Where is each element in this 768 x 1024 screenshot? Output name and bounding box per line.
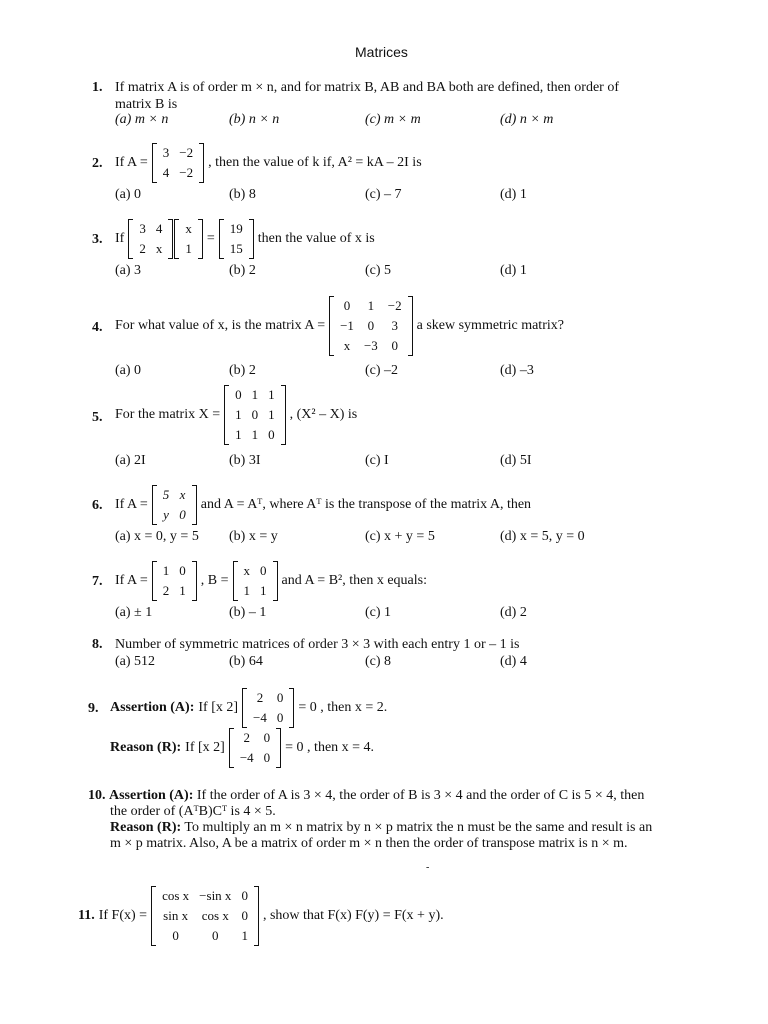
q4-suffix: a skew symmetric matrix? bbox=[416, 318, 564, 333]
q3-equals: = bbox=[206, 231, 215, 246]
q9-reason-suffix: = 0 , then x = 4. bbox=[285, 740, 375, 755]
q10-assertion-label: Assertion (A): bbox=[109, 788, 194, 803]
q10-reason-label: Reason (R): bbox=[110, 820, 182, 835]
q7-option-b: (b) – 1 bbox=[229, 605, 267, 620]
q3-option-b: (b) 2 bbox=[229, 263, 256, 278]
q9-reason-matrix: 2 0 −4 0 bbox=[229, 728, 281, 768]
q11-number: 11. bbox=[78, 908, 95, 923]
q10-reason-text: To multiply an m × n matrix by n × p matrix the n must be the same and result is an bbox=[184, 820, 653, 835]
q8-option-b: (b) 64 bbox=[229, 654, 263, 669]
q10-assertion-text: If the order of A is 3 × 4, the order of B is 3 × 4 and the order of C is 5 × 4, then bbox=[196, 788, 645, 803]
page-title: Matrices bbox=[355, 44, 408, 60]
q5-prefix: For the matrix X = bbox=[115, 407, 221, 422]
q6-matrix: 5 x y 0 bbox=[152, 485, 197, 525]
q3-suffix: then the value of x is bbox=[257, 231, 375, 246]
q11-prefix: If F(x) = bbox=[98, 908, 148, 923]
q6-number: 6. bbox=[92, 498, 103, 513]
q3-statement bbox=[115, 219, 379, 259]
q5-option-c: (c) I bbox=[365, 453, 389, 468]
q11-matrix: cos x −sin x 0 sin x cos x 0 0 0 1 bbox=[151, 886, 259, 946]
q6-prefix: If A = bbox=[115, 497, 148, 512]
q8-option-a: (a) 512 bbox=[115, 654, 156, 669]
q5-option-a: (a) 2I bbox=[115, 453, 146, 468]
q5-statement bbox=[115, 385, 361, 445]
q4-option-b: (b) 2 bbox=[229, 363, 256, 378]
q3-option-a: (a) 3 bbox=[115, 263, 142, 278]
q3-matrix-3: 19 15 bbox=[219, 219, 254, 259]
q2-number: 2. bbox=[92, 156, 103, 171]
q9-reason-prefix: If [x 2] bbox=[185, 740, 225, 755]
q5-option-b: (b) 3I bbox=[229, 453, 261, 468]
q7-matrix-a: 1 0 2 1 bbox=[152, 561, 197, 601]
q8-number: 8. bbox=[92, 637, 103, 652]
q1-option-c: (c) m × m bbox=[365, 112, 421, 127]
q2-option-a: (a) 0 bbox=[115, 187, 142, 202]
q10-line2: the order of (AᵀB)Cᵀ is 4 × 5. bbox=[110, 804, 276, 819]
q6-option-a: (a) x = 0, y = 5 bbox=[115, 529, 199, 544]
q10-line4: m × p matrix. Also, A be a matrix of order m × n then the order of transpose matrix is n × m. bbox=[110, 836, 628, 851]
q3-number: 3. bbox=[92, 232, 103, 247]
q3-prefix: If bbox=[115, 231, 125, 246]
q2-option-d: (d) 1 bbox=[500, 187, 527, 202]
q11-statement bbox=[78, 886, 448, 946]
q3-option-c: (c) 5 bbox=[365, 263, 392, 278]
q3-matrix-1: 3 4 2 x bbox=[128, 219, 173, 259]
q4-prefix: For what value of x, is the matrix A = bbox=[115, 318, 326, 333]
stray-mark: - bbox=[426, 862, 430, 873]
q1-text-line1: If matrix A is of order m × n, and for matrix B, AB and BA both are defined, then order of bbox=[115, 80, 620, 95]
q9-assertion-matrix: 2 0 −4 0 bbox=[242, 688, 294, 728]
q6-statement bbox=[115, 485, 535, 525]
q5-matrix: 0 1 1 1 0 1 1 1 0 bbox=[224, 385, 286, 445]
q10-number: 10. bbox=[88, 788, 106, 803]
q9-reason-label: Reason (R): bbox=[110, 740, 182, 755]
q5-option-d: (d) 5I bbox=[500, 453, 532, 468]
q6-option-c: (c) x + y = 5 bbox=[365, 529, 435, 544]
q9-assertion-suffix: = 0 , then x = 2. bbox=[298, 700, 388, 715]
q8-option-c: (c) 8 bbox=[365, 654, 392, 669]
q4-matrix: 0 1 −2 −1 0 3 x −3 0 bbox=[329, 296, 413, 356]
q2-option-c: (c) – 7 bbox=[365, 187, 402, 202]
q7-mid: , B = bbox=[200, 573, 229, 588]
q7-matrix-b: x 0 1 1 bbox=[233, 561, 278, 601]
q2-option-b: (b) 8 bbox=[229, 187, 256, 202]
q9-assertion-label: Assertion (A): bbox=[110, 700, 195, 715]
q4-option-d: (d) –3 bbox=[500, 363, 534, 378]
q1-option-d: (d) n × m bbox=[500, 112, 554, 127]
q4-option-a: (a) 0 bbox=[115, 363, 142, 378]
q4-statement bbox=[115, 296, 568, 356]
q9-assertion bbox=[110, 688, 391, 728]
q9-number: 9. bbox=[88, 701, 99, 716]
q4-option-c: (c) –2 bbox=[365, 363, 399, 378]
q2-statement bbox=[115, 143, 426, 183]
q3-option-d: (d) 1 bbox=[500, 263, 527, 278]
q7-suffix: and A = B², then x equals: bbox=[281, 573, 427, 588]
q7-option-c: (c) 1 bbox=[365, 605, 392, 620]
q2-suffix: , then the value of k if, A² = kA – 2I is bbox=[208, 155, 422, 170]
q4-number: 4. bbox=[92, 320, 103, 335]
q2-matrix: 3 −2 4 −2 bbox=[152, 143, 204, 183]
q7-statement bbox=[115, 561, 431, 601]
q6-suffix: and A = Aᵀ, where Aᵀ is the transpose of the matrix A, then bbox=[200, 497, 532, 512]
q1-option-a: (a) m × n bbox=[115, 112, 169, 127]
q8-text: Number of symmetric matrices of order 3 × 3 with each entry 1 or – 1 is bbox=[115, 637, 520, 652]
q11-suffix: , show that F(x) F(y) = F(x + y). bbox=[262, 908, 444, 923]
q5-suffix: , (X² – X) is bbox=[289, 407, 358, 422]
q7-number: 7. bbox=[92, 574, 103, 589]
q5-number: 5. bbox=[92, 410, 103, 425]
q9-assertion-prefix: If [x 2] bbox=[198, 700, 239, 715]
q1-text-line2: matrix B is bbox=[115, 97, 178, 112]
q3-matrix-2: x 1 bbox=[174, 219, 203, 259]
q7-prefix: If A = bbox=[115, 573, 148, 588]
q8-option-d: (d) 4 bbox=[500, 654, 527, 669]
q7-option-d: (d) 2 bbox=[500, 605, 527, 620]
q2-prefix: If A = bbox=[115, 155, 148, 170]
q7-option-a: (a) ± 1 bbox=[115, 605, 153, 620]
q9-reason bbox=[110, 728, 378, 768]
q1-number: 1. bbox=[92, 80, 103, 95]
q6-option-b: (b) x = y bbox=[229, 529, 278, 544]
q10-line3 bbox=[110, 819, 652, 836]
q1-option-b: (b) n × n bbox=[229, 112, 280, 127]
q10-line1 bbox=[88, 787, 644, 804]
q6-option-d: (d) x = 5, y = 0 bbox=[500, 529, 585, 544]
